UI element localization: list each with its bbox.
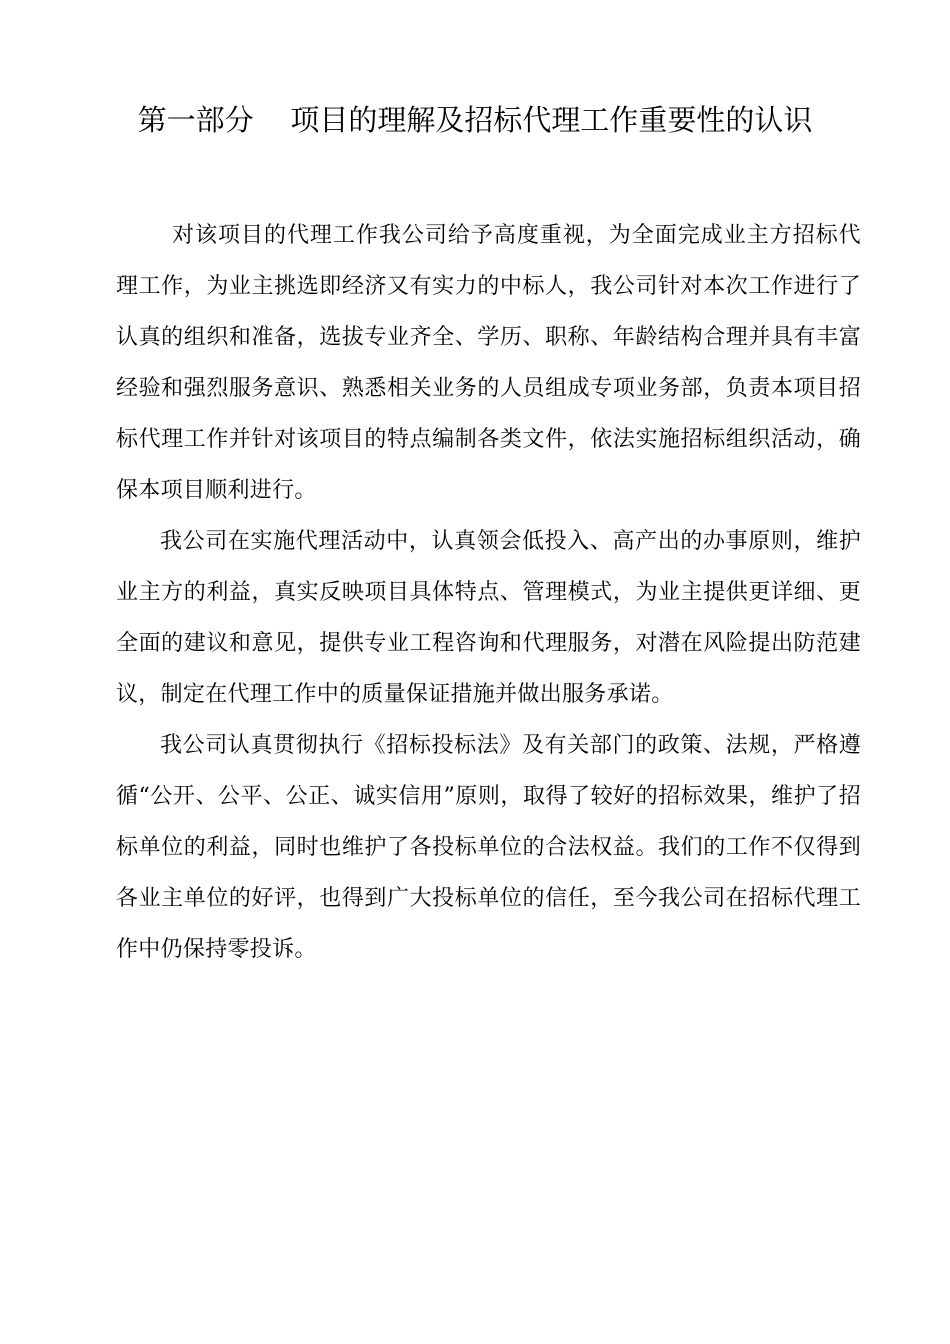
paragraph-1: 对该项目的代理工作我公司给予高度重视，为全面完成业主方招标代理工作，为业主挑选即经济又有实力的中标人，我公司针对本次工作进行了认真的组织和准备，选拔专业齐全、学历、职称、年龄结构合理并具有丰富经验和强烈服务意识、熟悉相关业务的人员组成专项业务部，负责本项目招标代理工作并针对该项目的特点编制各类文件，依法实施招标组织活动，确保本项目顺利进行。 <box>116 223 861 503</box>
page-title: 第一部分 项目的理解及招标代理工作重要性的认识 <box>137 103 813 137</box>
document-body <box>116 210 861 975</box>
paragraph-2: 我公司在实施代理活动中，认真领会低投入、高产出的办事原则，维护业主方的利益，真实反映项目具体特点、管理模式，为业主提供更详细、更全面的建议和意见，提供专业工程咨询和代理服务，对潜在风险提出防范建议，制定在代理工作中的质量保证措施并做出服务承诺。 <box>116 529 861 707</box>
paragraph-3: 我公司认真贯彻执行《招标投标法》及有关部门的政策、法规，严格遵循“公开、公平、公正、诚实信用”原则，取得了较好的招标效果，维护了招标单位的利益，同时也维护了各投标单位的合法权益。我们的工作不仅得到各业主单位的好评，也得到广大投标单位的信任，至今我公司在招标代理工作中仍保持零投诉。 <box>116 733 861 962</box>
